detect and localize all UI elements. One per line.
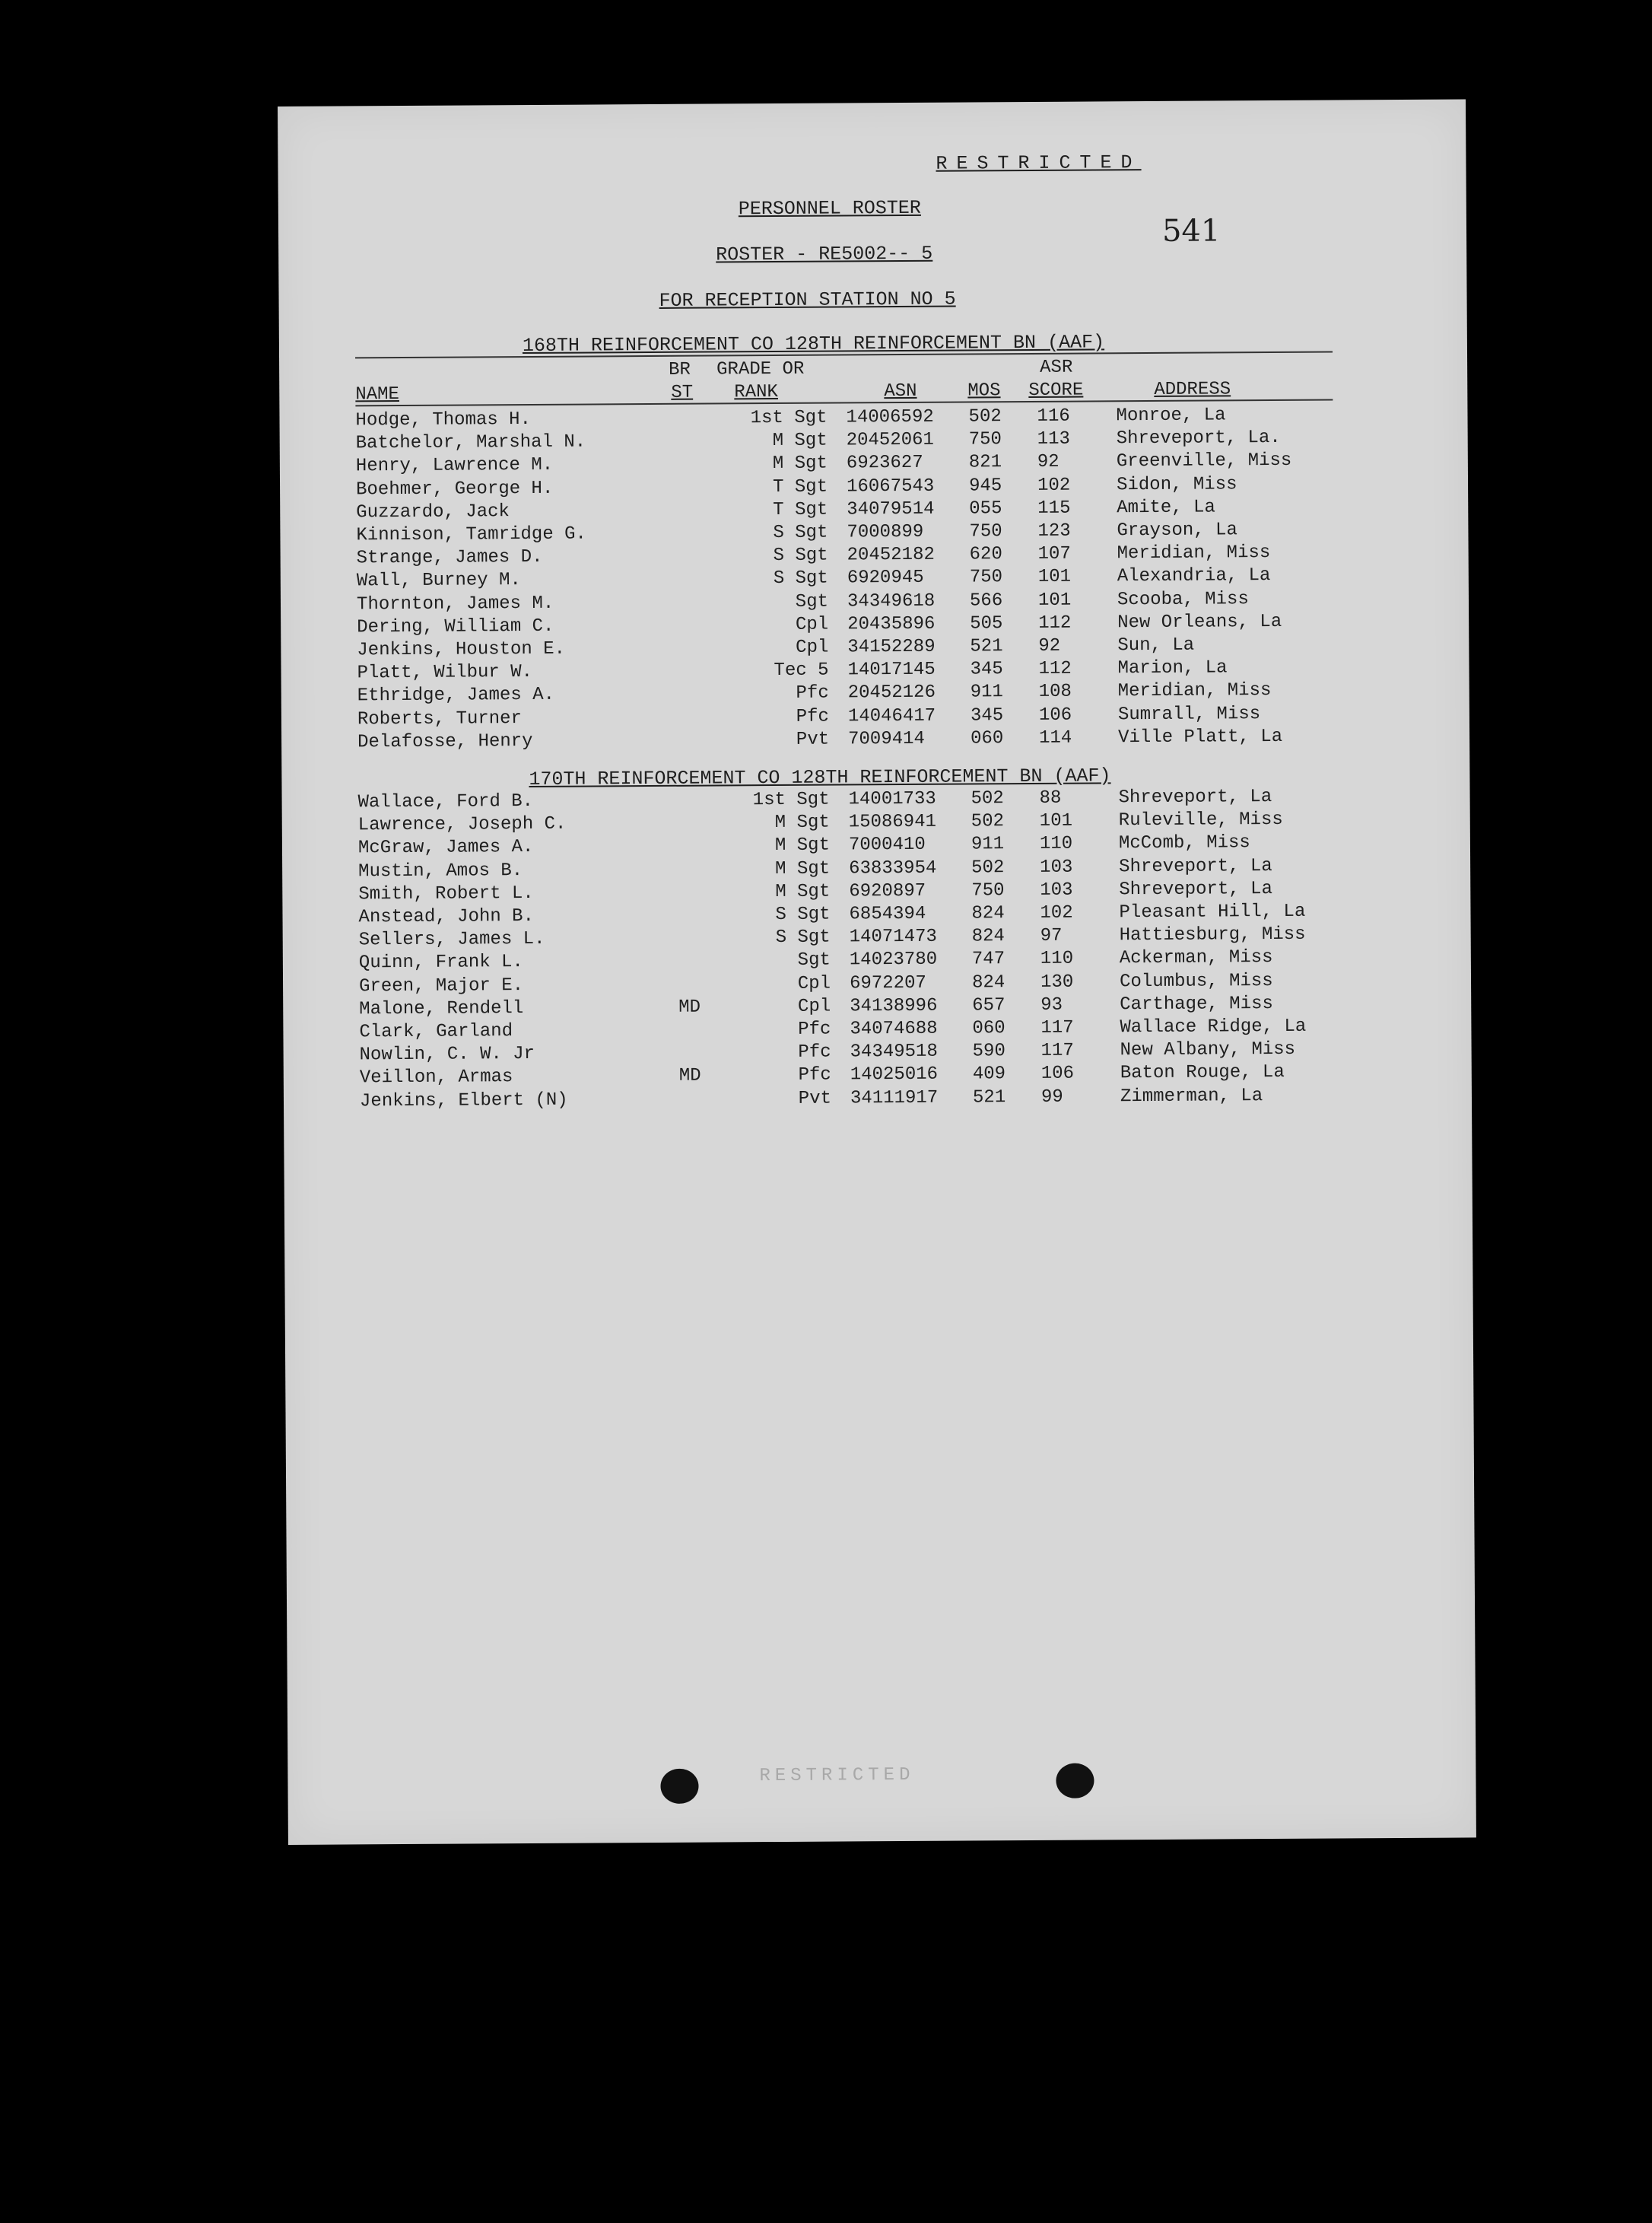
cell-name: Smith, Robert L.: [358, 883, 534, 905]
unit-title: 170TH REINFORCEMENT CO 128TH REINFORCEMENT BN (AAF): [529, 765, 1111, 790]
cell-score: 102: [1040, 902, 1073, 924]
punch-hole: [660, 1769, 698, 1804]
cell-address: Shreveport, La: [1119, 878, 1273, 901]
cell-mos: 502: [968, 406, 1002, 428]
cell-address: Greenville, Miss: [1116, 450, 1292, 472]
cell-asn: 14023780: [849, 949, 938, 971]
cell-score: 103: [1040, 857, 1073, 878]
cell-grade: Pfc: [796, 682, 829, 704]
cell-asn: 34349618: [847, 590, 936, 612]
cell-grade: S Sgt: [775, 927, 831, 949]
cell-grade: Cpl: [797, 996, 831, 1017]
cell-mos: 750: [969, 567, 1003, 588]
cell-score: 117: [1040, 1040, 1074, 1062]
document-title: PERSONNEL ROSTER: [738, 196, 921, 221]
cell-score: 106: [1040, 1064, 1075, 1085]
cell-score: 116: [1037, 405, 1070, 427]
cell-mos: 824: [971, 972, 1005, 994]
cell-mos: 821: [968, 452, 1002, 473]
cell-address: Sun, La: [1117, 634, 1195, 657]
cell-name: Strange, James D.: [356, 547, 543, 569]
cell-asn: 7000410: [848, 835, 926, 856]
cell-mos: 911: [971, 834, 1005, 855]
cell-score: 110: [1040, 949, 1074, 970]
cell-address: McComb, Miss: [1118, 832, 1250, 854]
cell-mos: 345: [970, 659, 1003, 680]
cell-grade: M Sgt: [775, 881, 831, 902]
cell-name: Platt, Wilbur W.: [357, 662, 533, 684]
cell-address: Shreveport, La: [1119, 855, 1272, 877]
cell-mos: 055: [969, 498, 1002, 520]
cell-asn: 6923627: [846, 453, 923, 474]
cell-mos: 911: [970, 682, 1004, 703]
cell-name: McGraw, James A.: [357, 837, 534, 859]
station-heading: FOR RECEPTION STATION NO 5: [659, 288, 956, 312]
cell-asn: 20435896: [847, 613, 936, 635]
column-header-name: NAME: [355, 384, 400, 405]
cell-name: Delafosse, Henry: [357, 730, 533, 753]
cell-name: Mustin, Amos B.: [358, 860, 523, 882]
column-header-branch: ST: [671, 382, 694, 403]
cell-score: 88: [1039, 787, 1062, 809]
cell-grade: T Sgt: [773, 499, 828, 520]
cell-score: 102: [1037, 475, 1071, 496]
cell-grade: M Sgt: [772, 430, 828, 452]
cell-address: New Albany, Miss: [1120, 1039, 1296, 1061]
cell-name: Veillon, Armas: [359, 1067, 513, 1089]
cell-address: Shreveport, La.: [1116, 428, 1281, 450]
cell-grade: M Sgt: [774, 812, 830, 834]
cell-grade: S Sgt: [773, 522, 828, 544]
cell-address: Columbus, Miss: [1119, 970, 1273, 992]
cell-grade: Tec 5: [774, 660, 829, 682]
cell-address: Marion, La: [1117, 657, 1228, 679]
cell-address: Grayson, La: [1117, 520, 1237, 542]
cell-address: Pleasant Hill, La: [1119, 901, 1306, 924]
cell-name: Kinnison, Tamridge G.: [356, 523, 586, 546]
cell-name: Clark, Garland: [359, 1021, 513, 1043]
cell-name: Henry, Lawrence M.: [355, 455, 554, 477]
cell-grade: M Sgt: [772, 453, 828, 475]
cell-score: 92: [1037, 452, 1060, 473]
cell-asn: 20452182: [847, 544, 935, 566]
cell-asn: 6920897: [849, 880, 926, 902]
cell-grade: Pfc: [798, 1042, 831, 1064]
cell-mos: 521: [972, 1086, 1006, 1108]
cell-grade: Sgt: [795, 591, 829, 612]
cell-mos: 747: [971, 949, 1005, 970]
cell-asn: 34111917: [850, 1087, 939, 1109]
cell-asn: 34079514: [847, 498, 935, 520]
cell-mos: 409: [972, 1064, 1006, 1085]
cell-grade: S Sgt: [773, 545, 828, 567]
cell-address: New Orleans, La: [1117, 611, 1282, 634]
cell-address: Meridian, Miss: [1117, 680, 1272, 702]
cell-mos: 657: [972, 994, 1005, 1016]
cell-grade: Pvt: [796, 729, 830, 750]
cell-name: Hodge, Thomas H.: [355, 409, 532, 431]
cell-asn: 34152289: [847, 636, 936, 658]
cell-score: 93: [1040, 994, 1063, 1016]
cell-name: Dering, William C.: [357, 615, 554, 638]
cell-address: Meridian, Miss: [1117, 542, 1271, 564]
cell-name: Anstead, John B.: [358, 905, 535, 928]
cell-name: Lawrence, Joseph C.: [357, 813, 567, 836]
cell-grade: Pfc: [798, 1019, 831, 1040]
cell-mos: 824: [971, 926, 1005, 947]
cell-name: Malone, Rendell: [359, 997, 524, 1020]
cell-mos: 502: [971, 788, 1004, 809]
roster-page: [278, 99, 1476, 1844]
cell-mos: 824: [971, 903, 1005, 924]
cell-grade: Cpl: [795, 614, 829, 635]
cell-grade: M Sgt: [775, 858, 831, 879]
cell-score: 110: [1039, 834, 1073, 855]
cell-score: 108: [1038, 682, 1072, 703]
column-header-mos: MOS: [967, 380, 1001, 402]
cell-asn: 14017145: [847, 659, 936, 681]
cell-score: 103: [1040, 879, 1073, 901]
cell-asn: 7009414: [848, 728, 926, 750]
cell-grade: Sgt: [797, 949, 831, 972]
cell-asn: 6920945: [847, 568, 924, 589]
cell-asn: 63833954: [849, 857, 937, 879]
cell-mos: 945: [968, 475, 1002, 497]
cell-mos: 590: [972, 1041, 1005, 1062]
unit-title: 168TH REINFORCEMENT CO 128TH REINFORCEMENT BN (AAF): [522, 331, 1105, 358]
cell-br: MD: [678, 1066, 701, 1087]
cell-asn: 6854394: [849, 903, 926, 925]
cell-grade: Pfc: [798, 1064, 831, 1086]
cell-mos: 502: [971, 857, 1005, 879]
cell-asn: 34349518: [850, 1041, 938, 1063]
cell-asn: 7000899: [847, 521, 924, 543]
cell-address: Scooba, Miss: [1117, 588, 1249, 610]
cell-address: Sumrall, Miss: [1117, 703, 1261, 725]
cell-score: 113: [1037, 428, 1070, 450]
cell-score: 101: [1037, 567, 1072, 588]
cell-asn: 14006592: [846, 406, 934, 428]
column-header-score-top: ASR: [1040, 357, 1073, 378]
cell-grade: Cpl: [796, 637, 829, 658]
cell-address: Monroe, La: [1116, 405, 1226, 427]
cell-score: 99: [1040, 1086, 1063, 1108]
cell-asn: 15086941: [848, 811, 937, 833]
cell-address: Ville Platt, La: [1118, 726, 1283, 749]
cell-name: Wall, Burney M.: [356, 570, 521, 592]
punch-hole: [1056, 1763, 1094, 1798]
cell-name: Nowlin, C. W. Jr: [359, 1044, 535, 1066]
cell-grade: Cpl: [797, 973, 831, 994]
cell-asn: 14025016: [850, 1064, 939, 1086]
cell-mos: 750: [968, 429, 1002, 450]
column-header-score: SCORE: [1028, 380, 1084, 401]
cell-grade: S Sgt: [773, 568, 828, 590]
cell-name: Thornton, James M.: [356, 593, 554, 615]
cell-grade: M Sgt: [774, 835, 831, 857]
cell-mos: 060: [971, 727, 1004, 749]
cell-score: 112: [1038, 612, 1072, 634]
cell-asn: 16067543: [846, 475, 935, 498]
column-header-grade: RANK: [734, 381, 778, 403]
cell-score: 92: [1038, 635, 1061, 657]
cell-mos: 060: [972, 1018, 1005, 1039]
cell-mos: 345: [970, 704, 1004, 727]
cell-asn: 14001733: [848, 788, 936, 810]
cell-name: Ethridge, James A.: [357, 685, 555, 707]
column-header-grade-top: GRADE OR: [716, 358, 805, 380]
cell-grade: S Sgt: [775, 904, 831, 926]
cell-asn: 6972207: [849, 972, 926, 994]
cell-address: Ruleville, Miss: [1118, 809, 1283, 832]
cell-asn: 34074688: [850, 1018, 938, 1040]
cell-name: Sellers, James L.: [358, 929, 545, 951]
restricted-header: RESTRICTED: [936, 151, 1142, 175]
cell-mos: 620: [969, 544, 1002, 565]
cell-br: MD: [678, 997, 701, 1018]
cell-name: Jenkins, Houston E.: [357, 638, 566, 661]
cell-asn: 14071473: [849, 926, 937, 948]
cell-mos: 521: [970, 636, 1003, 657]
cell-name: Quinn, Frank L.: [358, 952, 524, 974]
roster-number: ROSTER - RE5002-- 5: [716, 242, 933, 266]
cell-name: Batchelor, Marshal N.: [355, 431, 586, 454]
cell-name: Wallace, Ford B.: [357, 790, 534, 813]
cell-score: 106: [1038, 704, 1072, 726]
cell-score: 101: [1039, 810, 1073, 832]
column-header-branch-top: BR: [669, 359, 691, 380]
cell-name: Boehmer, George H.: [355, 478, 554, 500]
cell-mos: 502: [971, 811, 1005, 832]
cell-score: 117: [1040, 1017, 1074, 1038]
cell-address: Hattiesburg, Miss: [1119, 924, 1306, 946]
cell-asn: 20452126: [847, 682, 936, 704]
cell-mos: 505: [970, 612, 1003, 634]
cell-score: 130: [1040, 972, 1074, 993]
cell-address: Amite, La: [1117, 497, 1215, 519]
cell-grade: Pfc: [796, 706, 829, 727]
cell-name: Jenkins, Elbert (N): [359, 1089, 568, 1112]
cell-name: Green, Major E.: [358, 975, 524, 997]
cell-grade: 1st Sgt: [750, 407, 828, 429]
cell-score: 115: [1037, 498, 1071, 519]
cell-score: 101: [1037, 590, 1072, 611]
cell-score: 114: [1039, 727, 1072, 749]
cell-mos: 750: [971, 879, 1005, 902]
cell-mos: 750: [969, 521, 1002, 542]
cell-address: Carthage, Miss: [1120, 993, 1273, 1016]
cell-address: Ackerman, Miss: [1119, 947, 1273, 969]
cell-score: 123: [1037, 520, 1071, 542]
column-header-asn: ASN: [884, 380, 917, 402]
cell-address: Shreveport, La: [1118, 787, 1272, 809]
cell-name: Guzzardo, Jack: [356, 501, 510, 523]
cell-score: 97: [1040, 925, 1063, 947]
cell-name: Roberts, Turner: [357, 708, 523, 730]
cell-grade: 1st Sgt: [752, 789, 830, 811]
page-number: 541: [1161, 213, 1221, 249]
cell-mos: 566: [969, 590, 1003, 612]
cell-grade: Pvt: [798, 1088, 832, 1109]
cell-address: Alexandria, La: [1117, 565, 1271, 587]
cell-asn: 34138996: [850, 995, 938, 1017]
cell-asn: 20452061: [846, 429, 934, 451]
cell-asn: 14046417: [847, 705, 936, 727]
cell-address: Wallace Ridge, La: [1120, 1016, 1307, 1038]
cell-address: Baton Rouge, La: [1120, 1062, 1285, 1084]
cell-score: 107: [1037, 543, 1071, 565]
restricted-footer: RESTRICTED: [759, 1764, 915, 1787]
column-header-address: ADDRESS: [1154, 379, 1231, 400]
cell-address: Sidon, Miss: [1116, 473, 1237, 495]
cell-score: 112: [1038, 658, 1072, 680]
cell-grade: T Sgt: [772, 476, 828, 498]
cell-address: Zimmerman, La: [1120, 1085, 1263, 1107]
